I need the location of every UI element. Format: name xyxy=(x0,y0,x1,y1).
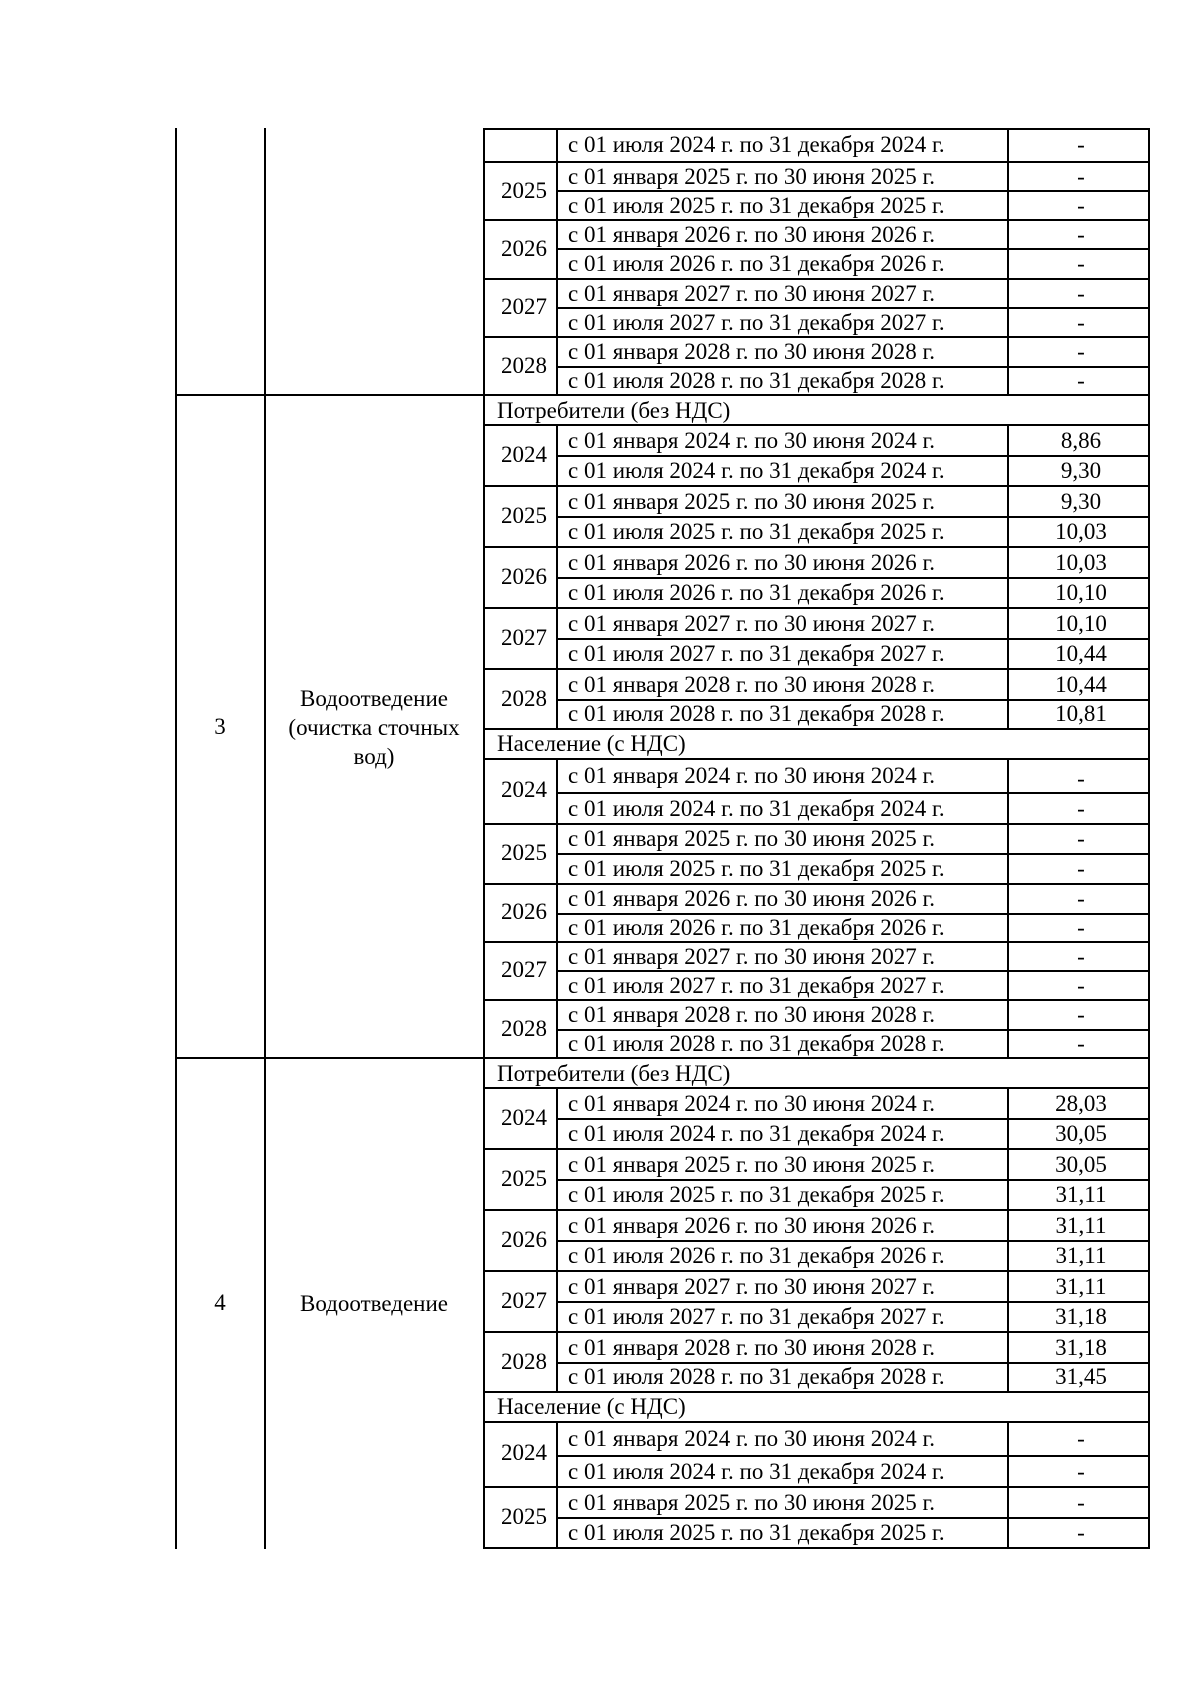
year-cell: 2026 xyxy=(501,564,547,589)
period-cell: с 01 июля 2028 г. по 31 декабря 2028 г. xyxy=(568,701,945,726)
row-line xyxy=(483,758,1150,760)
period-cell: с 01 января 2025 г. по 30 июня 2025 г. xyxy=(568,489,936,514)
col-line-left xyxy=(483,128,485,1549)
period-cell: с 01 июля 2027 г. по 31 декабря 2027 г. xyxy=(568,1304,945,1329)
row-line xyxy=(483,219,1150,221)
row-line xyxy=(483,1547,1150,1549)
row-line xyxy=(556,1240,1150,1242)
col-line-value-seg3 xyxy=(1007,760,1009,1058)
period-cell: с 01 июля 2027 г. по 31 декабря 2027 г. xyxy=(568,310,945,335)
year-cell: 2028 xyxy=(501,1016,547,1041)
group-title: Потребители (без НДС) xyxy=(497,398,731,423)
value-cell: 8,86 xyxy=(1060,428,1102,453)
period-cell: с 01 июля 2026 г. по 31 декабря 2026 г. xyxy=(568,251,945,276)
period-cell: с 01 июля 2027 г. по 31 декабря 2027 г. xyxy=(568,973,945,998)
period-cell: с 01 июля 2028 г. по 31 декабря 2028 г. xyxy=(568,368,945,393)
period-cell: с 01 января 2025 г. по 30 июня 2025 г. xyxy=(568,1490,936,1515)
year-cell: 2026 xyxy=(501,1227,547,1252)
year-cell: 2025 xyxy=(501,503,547,528)
value-cell: 31,11 xyxy=(1055,1243,1107,1268)
value-cell: - xyxy=(1077,1459,1085,1484)
period-cell: с 01 июля 2025 г. по 31 декабря 2025 г. xyxy=(568,193,945,218)
period-cell: с 01 июля 2024 г. по 31 декабря 2024 г. xyxy=(568,796,945,821)
value-cell: 10,03 xyxy=(1055,550,1107,575)
group-title: Потребители (без НДС) xyxy=(497,1061,731,1086)
value-cell: - xyxy=(1077,973,1085,998)
value-cell: - xyxy=(1077,251,1085,276)
value-cell: - xyxy=(1077,339,1085,364)
row-line xyxy=(483,1148,1150,1150)
period-cell: с 01 января 2024 г. по 30 июня 2024 г. xyxy=(568,428,936,453)
row-line xyxy=(483,823,1150,825)
period-cell: с 01 января 2027 г. по 30 июня 2027 г. xyxy=(568,281,936,306)
value-cell: 31,11 xyxy=(1055,1274,1107,1299)
row-line xyxy=(556,853,1150,855)
period-cell: с 01 июля 2025 г. по 31 декабря 2025 г. xyxy=(568,1182,945,1207)
row-line xyxy=(483,1391,1150,1393)
row-line xyxy=(483,336,1150,338)
period-cell: с 01 января 2024 г. по 30 июня 2024 г. xyxy=(568,1426,936,1451)
value-cell: 10,10 xyxy=(1055,611,1107,636)
year-cell: 2024 xyxy=(501,442,547,467)
row-line xyxy=(483,546,1150,548)
period-cell: с 01 января 2026 г. по 30 июня 2026 г. xyxy=(568,550,936,575)
year-cell: 2024 xyxy=(501,1440,547,1465)
value-cell: 30,05 xyxy=(1055,1152,1107,1177)
value-cell: - xyxy=(1077,1520,1085,1545)
year-cell: 2027 xyxy=(501,294,547,319)
value-cell: - xyxy=(1077,281,1085,306)
value-cell: - xyxy=(1077,766,1085,791)
value-cell: 9,30 xyxy=(1060,458,1102,483)
row-line xyxy=(483,161,1150,163)
value-cell: - xyxy=(1077,1490,1085,1515)
row-line xyxy=(556,1455,1150,1457)
col-line-value-seg4 xyxy=(1007,1089,1009,1393)
year-cell: 2025 xyxy=(501,1504,547,1529)
period-cell: с 01 июля 2024 г. по 31 декабря 2024 г. xyxy=(568,1121,945,1146)
value-cell: - xyxy=(1077,193,1085,218)
service-name: Водоотведение xyxy=(300,1291,448,1316)
period-cell: с 01 января 2026 г. по 30 июня 2026 г. xyxy=(568,1213,936,1238)
col-line-name xyxy=(264,128,266,1549)
value-cell: - xyxy=(1077,310,1085,335)
value-cell: - xyxy=(1077,164,1085,189)
period-cell: с 01 июля 2024 г. по 31 декабря 2024 г. xyxy=(568,1459,945,1484)
value-cell: - xyxy=(1077,915,1085,940)
row-line xyxy=(556,1179,1150,1181)
period-cell: с 01 июля 2026 г. по 31 декабря 2026 г. xyxy=(568,580,945,605)
year-cell: 2025 xyxy=(501,840,547,865)
row-line xyxy=(483,278,1150,280)
value-cell: 31,11 xyxy=(1055,1213,1107,1238)
row-line xyxy=(556,970,1150,972)
period-cell: с 01 июля 2026 г. по 31 декабря 2026 г. xyxy=(568,1243,945,1268)
period-cell: с 01 июля 2028 г. по 31 декабря 2028 г. xyxy=(568,1031,945,1056)
row-line xyxy=(556,638,1150,640)
row-line xyxy=(483,1486,1150,1488)
row-line xyxy=(483,728,1150,730)
year-cell: 2026 xyxy=(501,236,547,261)
value-cell: - xyxy=(1077,826,1085,851)
row-line xyxy=(483,607,1150,609)
section-number: 4 xyxy=(214,1290,226,1315)
value-cell: - xyxy=(1077,856,1085,881)
value-cell: 10,44 xyxy=(1055,672,1107,697)
service-name-line: (очистка сточных xyxy=(288,715,460,740)
period-cell: с 01 января 2024 г. по 30 июня 2024 г. xyxy=(568,763,936,788)
row-line xyxy=(483,1087,1150,1089)
row-line xyxy=(483,485,1150,487)
col-line-value-seg5 xyxy=(1007,1423,1009,1549)
row-line xyxy=(483,128,1150,130)
row-line xyxy=(556,307,1150,309)
period-cell: с 01 января 2027 г. по 30 июня 2027 г. xyxy=(568,611,936,636)
value-cell: 28,03 xyxy=(1055,1091,1107,1116)
row-line xyxy=(556,1118,1150,1120)
value-cell: 31,11 xyxy=(1055,1182,1107,1207)
year-cell: 2028 xyxy=(501,353,547,378)
period-cell: с 01 января 2026 г. по 30 июня 2026 г. xyxy=(568,222,936,247)
value-cell: - xyxy=(1077,222,1085,247)
period-cell: с 01 июля 2024 г. по 31 декабря 2024 г. xyxy=(568,458,945,483)
value-cell: 10,81 xyxy=(1055,701,1107,726)
section-number: 3 xyxy=(214,714,226,739)
row-line xyxy=(556,248,1150,250)
value-cell: 10,03 xyxy=(1055,519,1107,544)
period-cell: с 01 января 2028 г. по 30 июня 2028 г. xyxy=(568,339,936,364)
period-cell: с 01 января 2028 г. по 30 июня 2028 г. xyxy=(568,1002,936,1027)
row-line xyxy=(483,668,1150,670)
value-cell: 10,44 xyxy=(1055,641,1107,666)
year-cell: 2026 xyxy=(501,899,547,924)
period-cell: с 01 января 2026 г. по 30 июня 2026 г. xyxy=(568,886,936,911)
row-line xyxy=(483,1331,1150,1333)
value-cell: 10,10 xyxy=(1055,580,1107,605)
year-cell: 2028 xyxy=(501,686,547,711)
value-cell: - xyxy=(1077,1426,1085,1451)
section-line xyxy=(175,1057,1150,1059)
year-cell: 2024 xyxy=(501,1105,547,1130)
period-cell: с 01 января 2027 г. по 30 июня 2027 г. xyxy=(568,1274,936,1299)
row-line xyxy=(483,999,1150,1001)
period-cell: с 01 июля 2025 г. по 31 декабря 2025 г. xyxy=(568,1520,945,1545)
service-name-line: вод) xyxy=(353,744,395,769)
row-line xyxy=(556,792,1150,794)
period-cell: с 01 июля 2025 г. по 31 декабря 2025 г. xyxy=(568,856,945,881)
year-cell: 2027 xyxy=(501,625,547,650)
value-cell: - xyxy=(1077,796,1085,821)
value-cell: - xyxy=(1077,368,1085,393)
group-title: Население (с НДС) xyxy=(497,731,686,756)
year-cell: 2027 xyxy=(501,1288,547,1313)
row-line xyxy=(483,1209,1150,1211)
value-cell: 31,45 xyxy=(1055,1364,1107,1389)
year-cell: 2025 xyxy=(501,178,547,203)
period-cell: с 01 июля 2024 г. по 31 декабря 2024 г. xyxy=(568,132,945,157)
col-line-number xyxy=(175,128,177,1549)
col-line-value-seg2 xyxy=(1007,426,1009,730)
value-cell: - xyxy=(1077,1031,1085,1056)
value-cell: - xyxy=(1077,1002,1085,1027)
row-line xyxy=(556,1301,1150,1303)
period-cell: с 01 января 2028 г. по 30 июня 2028 г. xyxy=(568,672,936,697)
row-line xyxy=(556,516,1150,518)
value-cell: - xyxy=(1077,886,1085,911)
section-line xyxy=(175,394,1150,396)
period-cell: с 01 января 2024 г. по 30 июня 2024 г. xyxy=(568,1091,936,1116)
period-cell: с 01 января 2025 г. по 30 июня 2025 г. xyxy=(568,826,936,851)
row-line xyxy=(483,1421,1150,1423)
row-line xyxy=(483,941,1150,943)
period-cell: с 01 июля 2025 г. по 31 декабря 2025 г. xyxy=(568,519,945,544)
row-line xyxy=(556,1517,1150,1519)
value-cell: - xyxy=(1077,132,1085,157)
period-cell: с 01 января 2025 г. по 30 июня 2025 г. xyxy=(568,1152,936,1177)
value-cell: 31,18 xyxy=(1055,1304,1107,1329)
value-cell: - xyxy=(1077,944,1085,969)
row-line xyxy=(556,577,1150,579)
year-cell: 2024 xyxy=(501,777,547,802)
value-cell: 9,30 xyxy=(1060,489,1102,514)
col-line-value-seg1 xyxy=(1007,128,1009,396)
year-cell: 2025 xyxy=(501,1166,547,1191)
value-cell: 30,05 xyxy=(1055,1121,1107,1146)
period-cell: с 01 января 2025 г. по 30 июня 2025 г. xyxy=(568,164,936,189)
period-cell: с 01 июля 2026 г. по 31 декабря 2026 г. xyxy=(568,915,945,940)
period-cell: с 01 июля 2028 г. по 31 декабря 2028 г. xyxy=(568,1364,945,1389)
row-line xyxy=(483,883,1150,885)
period-cell: с 01 января 2027 г. по 30 июня 2027 г. xyxy=(568,944,936,969)
value-cell: 31,18 xyxy=(1055,1335,1107,1360)
group-title: Население (с НДС) xyxy=(497,1394,686,1419)
row-line xyxy=(556,190,1150,192)
period-cell: с 01 января 2028 г. по 30 июня 2028 г. xyxy=(568,1335,936,1360)
service-name xyxy=(266,684,482,771)
period-cell: с 01 июля 2027 г. по 31 декабря 2027 г. xyxy=(568,641,945,666)
row-line xyxy=(556,455,1150,457)
year-cell: 2027 xyxy=(501,957,547,982)
service-name-line: Водоотведение xyxy=(300,686,448,711)
year-cell: 2028 xyxy=(501,1349,547,1374)
row-line xyxy=(483,424,1150,426)
row-line xyxy=(483,1270,1150,1272)
